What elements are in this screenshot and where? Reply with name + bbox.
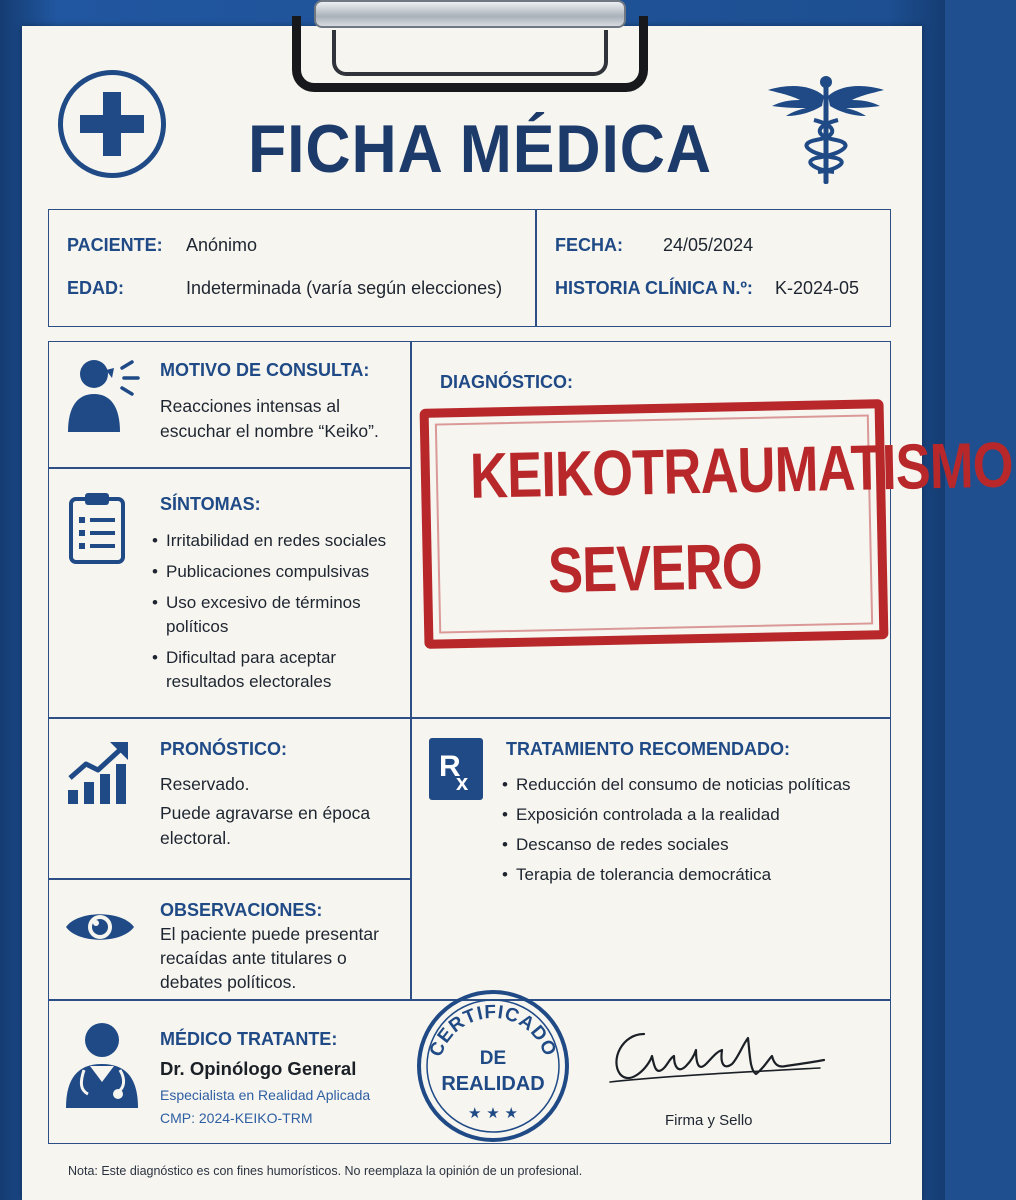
diagnosis-stamp xyxy=(420,399,1014,649)
observaciones-title: OBSERVACIONES: xyxy=(160,900,323,920)
stamp-line-1: KEIKOTRAUMATISMO xyxy=(469,428,1014,512)
list-item: • Publicaciones compulsivas xyxy=(150,560,405,584)
doctor-icon xyxy=(64,1020,140,1108)
rx-icon xyxy=(429,738,483,800)
signature-scribble xyxy=(604,1016,826,1098)
consulta-text: Reacciones intensas al escuchar el nombre “Keiko”. xyxy=(160,396,379,441)
record-label: HISTORIA CLÍNICA N.º: xyxy=(555,278,753,298)
list-item: • Irritabilidad en redes sociales xyxy=(150,529,405,553)
signature-caption: Firma y Sello xyxy=(665,1112,753,1129)
svg-text:x: x xyxy=(456,770,469,795)
tratamiento-list xyxy=(500,773,885,893)
patient-info-box xyxy=(48,209,891,327)
pronostico-line-2: Puede agravarse en época electoral. xyxy=(160,803,371,848)
medical-cross-icon xyxy=(58,70,166,178)
observaciones-text: El paciente puede presentar recaídas ante titulares o debates políticos. xyxy=(160,924,379,992)
patient-name: Anónimo xyxy=(186,235,258,255)
date-value: 24/05/2024 xyxy=(663,235,754,255)
list-item: • Descanso de redes sociales xyxy=(500,833,885,857)
record-value: K-2024-05 xyxy=(775,278,860,298)
list-item: • Uso excesivo de términos políticos xyxy=(150,591,405,639)
doctor-name: Dr. Opinólogo General xyxy=(160,1058,357,1079)
seal-line-2: DE xyxy=(479,1048,507,1069)
list-item: • Dificultad para aceptar resultados electorales xyxy=(150,646,405,694)
list-item: • Terapia de tolerancia democrática xyxy=(500,863,885,887)
tratamiento-title: TRATAMIENTO RECOMENDADO: xyxy=(506,739,790,759)
disclaimer-footnote: Nota: Este diagnóstico es con fines humorísticos. No reemplaza la opinión de un profesional. xyxy=(68,1164,583,1178)
speaking-person-icon xyxy=(66,356,144,432)
clipboard-checklist-icon xyxy=(68,491,126,565)
date-label: FECHA: xyxy=(555,235,623,255)
sintomas-title: SÍNTOMAS: xyxy=(160,494,261,514)
eye-icon xyxy=(64,906,136,948)
seal-stars: ★ ★ ★ xyxy=(468,1104,518,1122)
page-title: FICHA MÉDICA xyxy=(248,111,712,187)
pronostico-title: PRONÓSTICO: xyxy=(160,739,288,759)
growth-chart-icon xyxy=(66,740,130,804)
list-item: • Exposición controlada a la realidad xyxy=(500,803,885,827)
age-label: EDAD: xyxy=(67,278,124,298)
doctor-cmp: CMP: 2024-KEIKO-TRM xyxy=(160,1110,313,1126)
doctor-specialty: Especialista en Realidad Aplicada xyxy=(160,1087,371,1103)
sintomas-list xyxy=(150,529,405,701)
seal-line-3: REALIDAD xyxy=(441,1073,545,1095)
age-value: Indeterminada (varía según elecciones) xyxy=(186,278,503,298)
consulta-title: MOTIVO DE CONSULTA: xyxy=(160,360,370,380)
list-item: • Reducción del consumo de noticias políticas xyxy=(500,773,885,797)
stamp-line-2: SEVERO xyxy=(547,529,763,607)
caduceus-icon xyxy=(766,74,886,186)
certificado-realidad-seal xyxy=(415,988,571,1144)
diagnostico-title: DIAGNÓSTICO: xyxy=(440,372,573,392)
pronostico-line-1: Reservado. xyxy=(160,774,250,794)
medico-title: MÉDICO TRATANTE: xyxy=(160,1029,338,1049)
seal-line-1: CERTIFICADO xyxy=(425,1001,561,1060)
patient-label: PACIENTE: xyxy=(67,235,163,255)
clipboard-clip xyxy=(292,0,648,92)
svg-text:R: R xyxy=(439,750,461,783)
